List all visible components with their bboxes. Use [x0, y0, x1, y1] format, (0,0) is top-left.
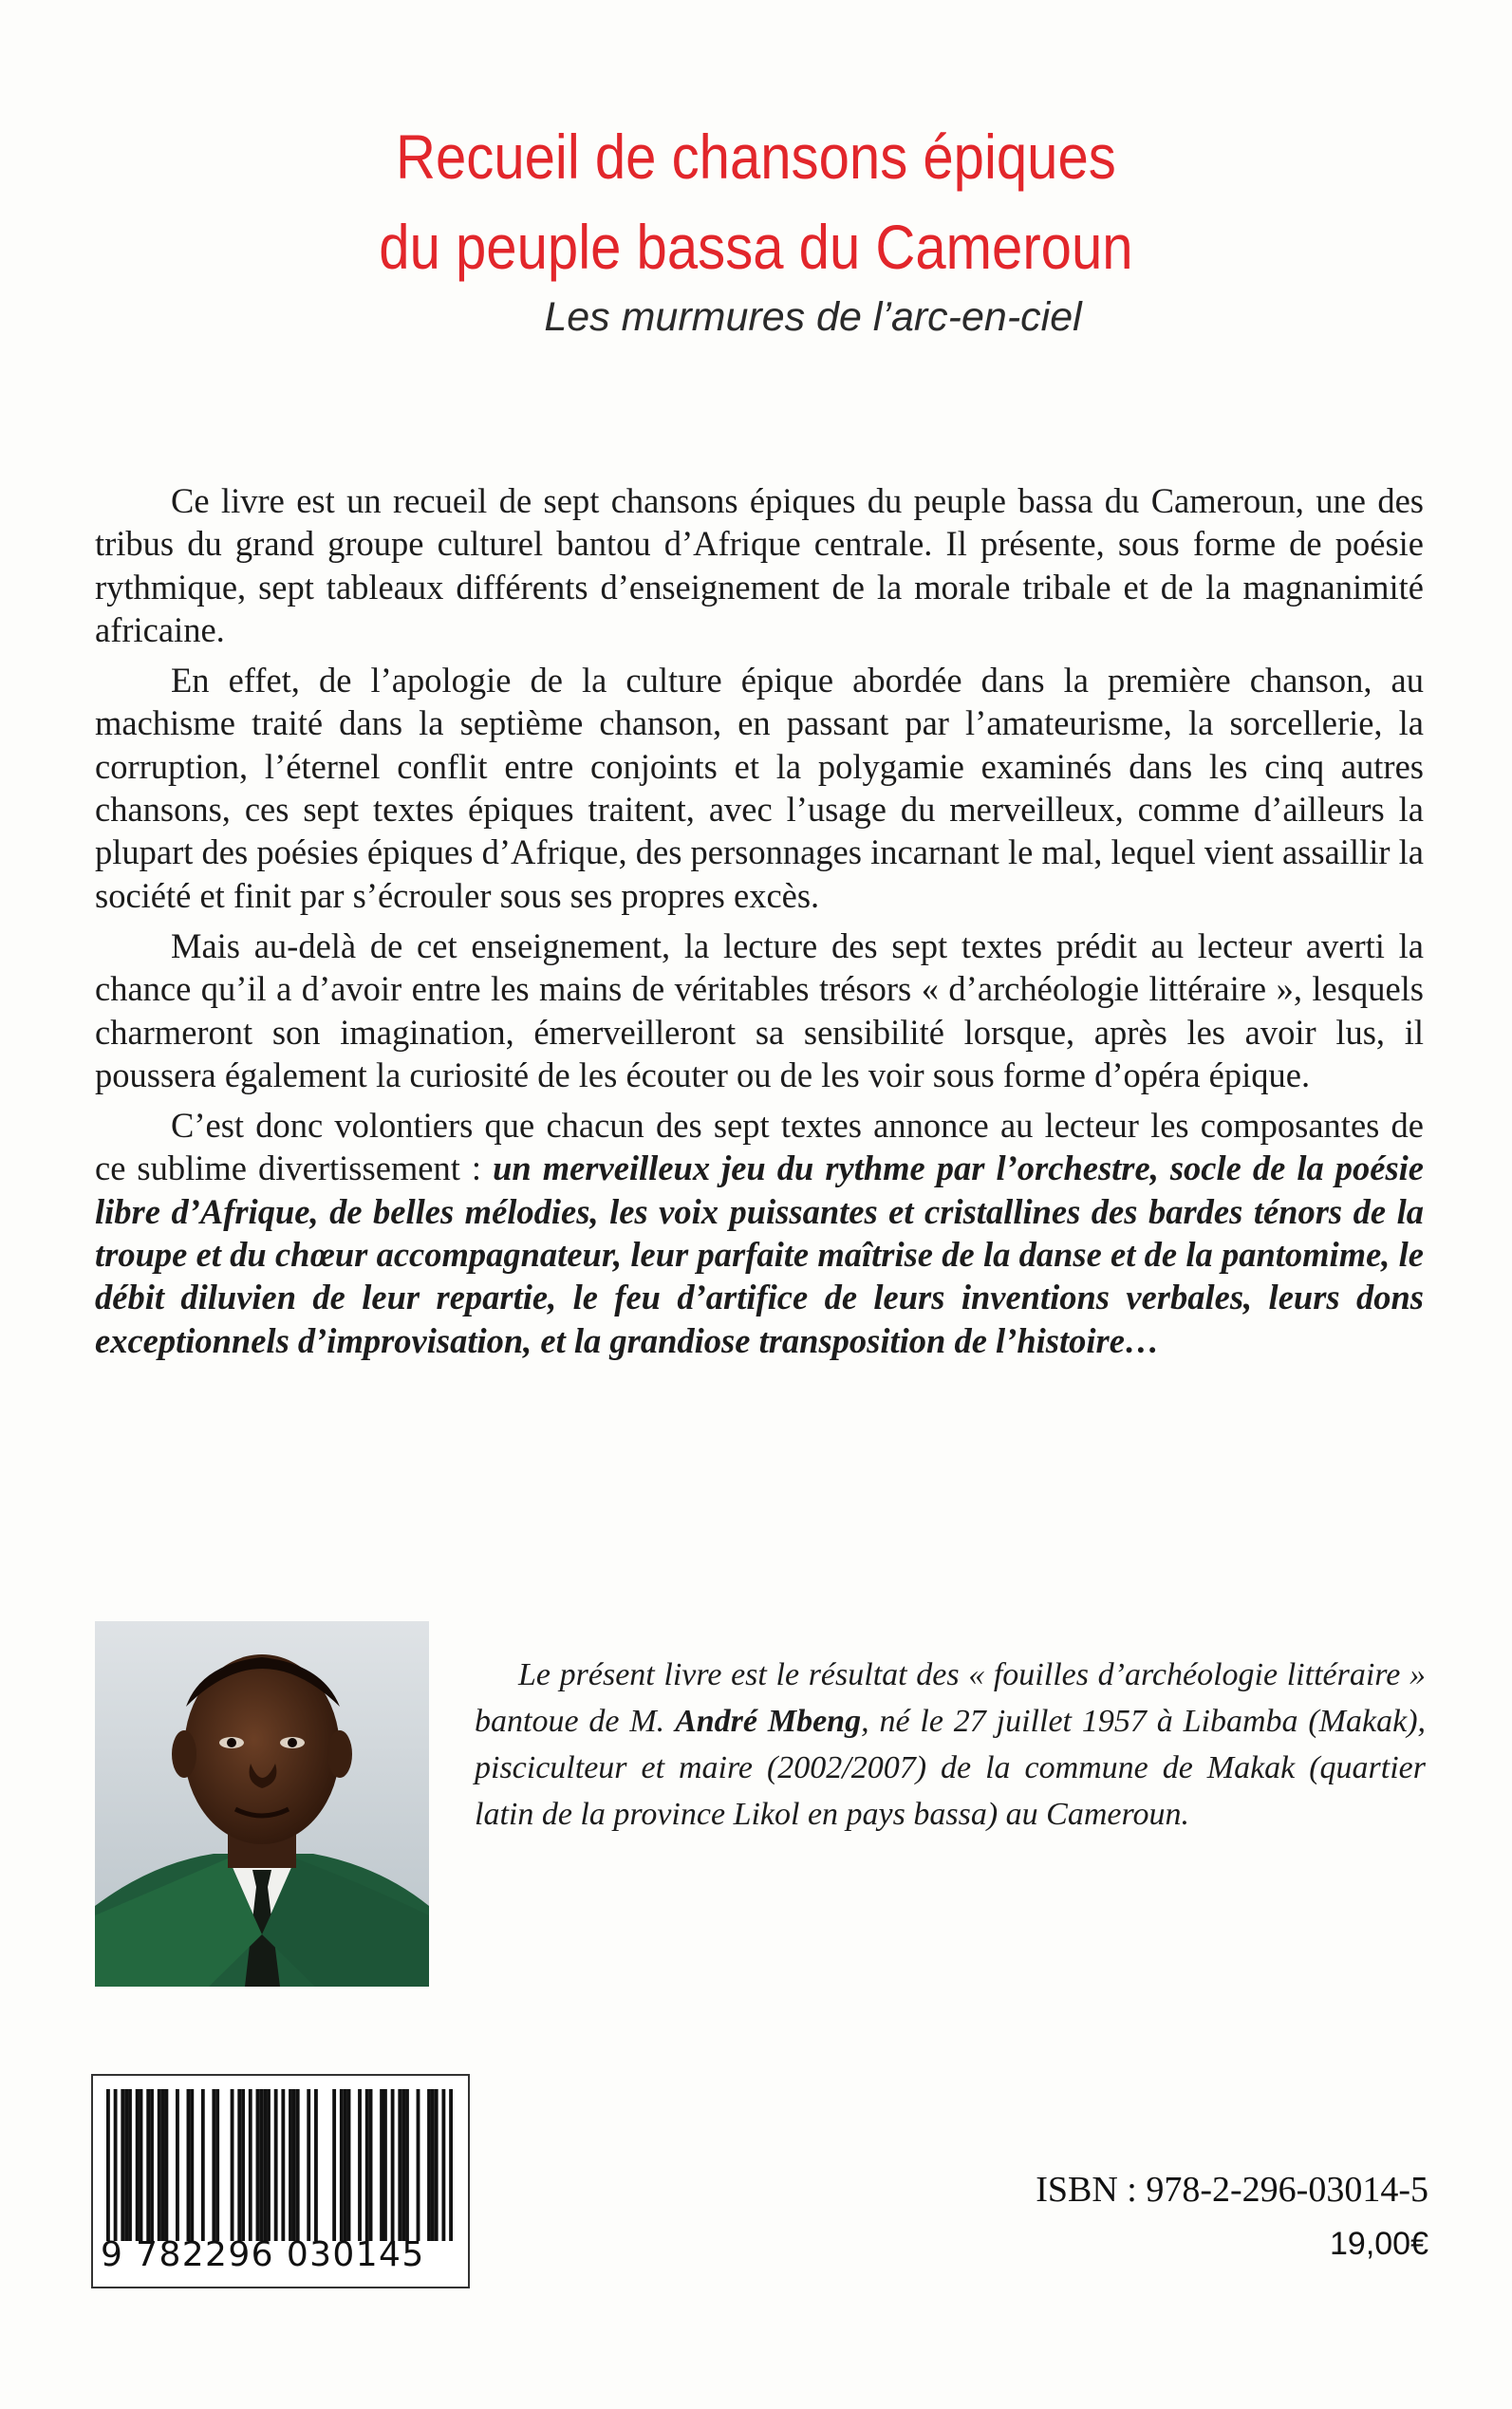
barcode-digits: 9 782296 030145 [101, 2235, 425, 2274]
barcode-bar [237, 2089, 241, 2241]
barcode-bar [259, 2089, 263, 2241]
barcode-bar [296, 2089, 300, 2241]
barcode-bar [383, 2089, 387, 2241]
barcode-bar [158, 2089, 161, 2241]
barcode-bar [114, 2089, 118, 2241]
barcode-bar [249, 2089, 252, 2241]
barcode-bar [314, 2089, 318, 2241]
paragraph-3: Mais au-delà de cet enseignement, la lecture des sept textes prédit au lecteur averti la chance qu’il a d’avoir entre les mains de véritables trésors « d’archéologie littéraire », lesquels charmeront son imagination, émerveilleront sa sensibilité lorsque, après les avoir lus, il poussera également la curiosité de les écouter ou de les voir sous forme d’opéra épique. [95, 925, 1424, 1094]
paragraph-2: En effet, de l’apologie de la culture épique abordée dans la première chanson, au machisme traité dans la septième chanson, en passant par l’amateurisme, la sorcellerie, la corruption, l’éternel conflit entre conjoints et la polygamie examinés dans les cinq autres chansons, ces sept textes épiques traitent, avec l’usage du merveilleux, comme d’ailleurs la plupart des poésies épiques d’Afrique, des personnages incarnant le mal, lequel vient assaillir la société et finit par s’écrouler sous ses propres excès. [95, 661, 1424, 915]
barcode-bar [215, 2089, 219, 2241]
barcode-bar [449, 2089, 453, 2241]
barcode-bars [106, 2089, 453, 2241]
barcode-bar [358, 2089, 362, 2241]
barcode-bar [398, 2089, 401, 2241]
barcode-bar [292, 2089, 296, 2241]
barcode-bar [274, 2089, 278, 2241]
back-cover-text [95, 479, 1424, 1370]
barcode-bar [417, 2089, 420, 2241]
barcode-bar [401, 2089, 405, 2241]
barcode-bar [369, 2089, 373, 2241]
bio-text-after: , né le 27 juillet 1957 à Libamba (Makak), pisciculteur et maire (2002/2007) de la commune de Makak (quartier latin de la province Likol en pays bassa) au Cameroun. [475, 1704, 1427, 1832]
paragraph-4 [95, 1104, 1424, 1362]
title-line-1: Recueil de chansons épiques [396, 121, 1116, 192]
barcode-bar [231, 2089, 234, 2241]
barcode-bar [164, 2089, 168, 2241]
title-line-2: du peuple bassa du Cameroun [379, 212, 1133, 282]
barcode-bar [347, 2089, 351, 2241]
barcode-bar [427, 2089, 431, 2241]
barcode-bar [241, 2089, 245, 2241]
author-bio [475, 1652, 1426, 1838]
barcode-bar [332, 2089, 336, 2241]
barcode-bar [106, 2089, 110, 2241]
barcode-bar [140, 2089, 143, 2241]
book-subtitle: Les murmures de l’arc-en-ciel [544, 294, 1082, 340]
barcode-bar [340, 2089, 344, 2241]
barcode-bar [441, 2089, 445, 2241]
barcode-bar [161, 2089, 165, 2241]
paragraph-1: Ce livre est un recueil de sept chansons épiques du peuple bassa du Cameroun, une des tribus du grand groupe culturel bantou d’Afrique centrale. Il présente, sous forme de poésie rythmique, sept tableaux différents d’enseignement de la morale tribale et de la magnanimité africaine. [95, 481, 1424, 649]
barcode-bar [391, 2089, 395, 2241]
barcode-bar [267, 2089, 271, 2241]
barcode-bar [281, 2089, 285, 2241]
barcode-bar [212, 2089, 215, 2241]
author-photo [95, 1621, 429, 1987]
paragraph-4-plain: C’est donc volontiers que chacun des sept textes annonce au lecteur les composantes de ce sublime divertissement : [95, 1106, 1424, 1188]
barcode-bar [289, 2089, 292, 2241]
barcode-bar [431, 2089, 435, 2241]
barcode-bar [307, 2089, 310, 2241]
author-name: André Mbeng [675, 1704, 862, 1739]
book-title [91, 112, 1422, 292]
paragraph-4-emphasis: un merveilleux jeu du rythme par l’orchestre, socle de la poésie libre d’Afrique, de belles mélodies, les voix puissantes et cristallines des bardes ténors de la troupe et du chœur accompagnateur, leur parfaite maîtrise de la danse et de la pantomime, le débit diluvien de leur repartie, le feu d’artifice de leurs inventions verbales, leurs dons exceptionnels d’improvisation, et la grandiose transposition de l’histoire… [95, 1148, 1424, 1360]
barcode-bar [176, 2089, 179, 2241]
barcode-bar [146, 2089, 150, 2241]
barcode-bar [263, 2089, 267, 2241]
barcode-bar [405, 2089, 409, 2241]
barcode-bar [365, 2089, 369, 2241]
barcode-bar [344, 2089, 347, 2241]
barcode-bar [190, 2089, 194, 2241]
barcode-bar [128, 2089, 132, 2241]
barcode-bar [121, 2089, 124, 2241]
barcode-bar [435, 2089, 439, 2241]
barcode-bar [150, 2089, 154, 2241]
barcode-bar [256, 2089, 260, 2241]
barcode-bar [201, 2089, 205, 2241]
barcode-bar [124, 2089, 128, 2241]
barcode-bar [187, 2089, 191, 2241]
author-portrait-illustration [95, 1621, 429, 1987]
barcode-bar [136, 2089, 140, 2241]
isbn: ISBN : 978-2-296-03014-5 [1036, 2170, 1428, 2210]
barcode-bar [380, 2089, 383, 2241]
barcode [91, 2074, 470, 2288]
price: 19,00€ [1330, 2226, 1428, 2262]
bio-text-before: Le présent livre est le résultat des « fouilles d’archéologie littéraire » bantoue de M. [475, 1657, 1426, 1739]
